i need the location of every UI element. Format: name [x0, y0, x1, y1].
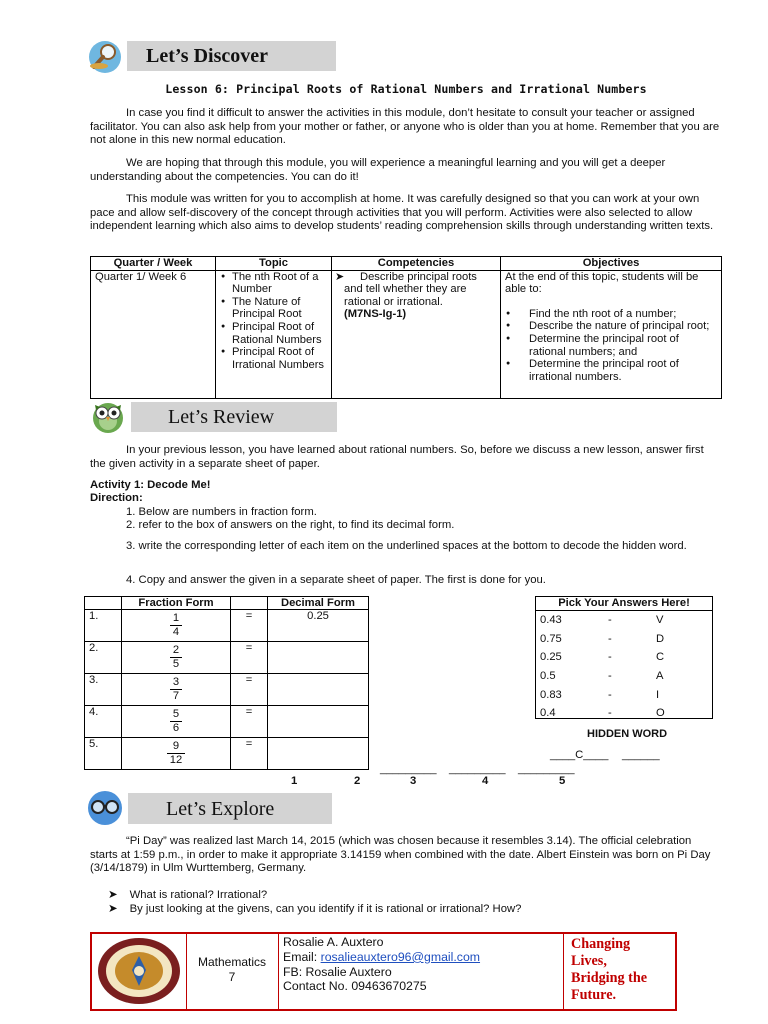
answer-value: 0.5	[540, 670, 556, 683]
answer-letter: I	[656, 688, 660, 701]
review-intro: In your previous lesson, you have learned about rational numbers. So, before we discuss a new lesson, answer first the given activity in a separate sheet of paper.	[90, 444, 704, 470]
slogan	[571, 936, 647, 1004]
header-quarter: Quarter / Week	[91, 257, 216, 271]
competency-cell	[332, 270, 501, 398]
header-topic: Topic	[216, 257, 332, 271]
email-line	[283, 950, 480, 965]
answer-row	[536, 667, 712, 686]
objectives-cell	[501, 270, 722, 398]
answer-value: 0.75	[540, 632, 562, 645]
fraction-cell	[122, 706, 231, 738]
grade-level: 7	[228, 970, 236, 984]
equals-sign: =	[231, 674, 268, 706]
direction-item: 1. Below are numbers in fraction form.	[126, 506, 317, 518]
explore-paragraph: “Pi Day” was realized last March 14, 2015 (which was chosen because it resembles 3.14). The official celebration starts at 1:59 p.m., in order to make it appropriate 3.14159 when combined with the date. Albert Einstein was born on Pi Day (3/14/1879) in Ulm Wurttemberg, Germany.	[90, 835, 711, 874]
item-number: 1.	[85, 610, 122, 642]
question-item	[108, 902, 521, 915]
equals-sign: =	[231, 642, 268, 674]
footer-divider	[563, 934, 564, 1009]
lets-discover-banner	[127, 41, 336, 71]
fraction-cell	[122, 674, 231, 706]
topic-item: ● The nth Root of a Number	[220, 271, 327, 296]
paragraph: This module was written for you to accomplish at home. It was carefully designed so that you can work at your own pace and allow self-discovery of the concept through activities that you will perform. Activities were also selected to allow independent learning which also aims to develop students’ reading comprehension skills through understanding written texts.	[90, 193, 714, 232]
hidden-word-label: HIDDEN WORD	[587, 728, 668, 740]
fraction-cell	[122, 738, 231, 770]
fraction-table	[84, 596, 369, 770]
slogan-line: Changing	[571, 936, 631, 952]
header-competencies: Competencies	[332, 257, 501, 271]
header-objectives: Objectives	[501, 257, 722, 271]
subject-label	[188, 955, 276, 985]
decimal-form-header: Decimal Form	[268, 597, 369, 610]
answer-value: 0.83	[540, 688, 562, 701]
denominator: 6	[172, 722, 180, 734]
equals-sign: =	[231, 610, 268, 642]
facebook-line: FB: Rosalie Auxtero	[283, 964, 392, 979]
answer-value: 0.4	[540, 707, 556, 720]
footer-divider	[278, 934, 279, 1009]
answer-row	[536, 685, 712, 704]
contact-line: Contact No. 09463670275	[283, 979, 427, 994]
direction-item: 3. write the corresponding letter of each item on the underlined spaces at the bottom to decode the hidden word.	[126, 540, 687, 552]
eq-header	[231, 597, 268, 610]
table-row	[85, 642, 369, 674]
hidden-word-blank-4: _________	[449, 763, 506, 775]
decimal-cell	[268, 706, 369, 738]
item-number: 5.	[85, 738, 122, 770]
denominator: 12	[169, 754, 183, 766]
answer-row	[536, 704, 712, 723]
blank-number: 1	[291, 775, 298, 787]
answer-dash: -	[608, 632, 612, 645]
item-number: 4.	[85, 706, 122, 738]
hidden-word-blank-2: ______	[622, 749, 660, 761]
answer-row	[536, 648, 712, 667]
direction-label: Direction:	[90, 492, 143, 504]
topic-cell	[216, 270, 332, 398]
fraction-cell	[122, 642, 231, 674]
arrow-bullet-icon: ➤	[335, 270, 345, 283]
fraction-cell	[122, 610, 231, 642]
competency-text: Describe principal roots and tell whether they are rational or irrational.	[344, 270, 477, 308]
objective-item: ● Find the nth root of a number;	[505, 308, 717, 321]
answer-letter: O	[656, 707, 665, 720]
objective-item: ● Describe the nature of principal root;	[505, 320, 717, 333]
item-number: 2.	[85, 642, 122, 674]
denominator: 7	[172, 690, 180, 702]
answer-dash: -	[608, 651, 612, 664]
blank-number: 2	[354, 775, 361, 787]
answer-dash: -	[608, 688, 612, 701]
hidden-word-blank-5: _________	[518, 763, 575, 775]
blank-number: 5	[559, 775, 566, 787]
blank-number: 4	[482, 775, 489, 787]
denominator: 4	[172, 626, 180, 638]
competency-code: (M7NS-Ig-1)	[344, 308, 407, 321]
table-row	[85, 706, 369, 738]
answer-letter: V	[656, 614, 664, 627]
objectives-table	[90, 256, 722, 399]
lets-explore-title: Let’s Explore	[166, 798, 275, 820]
hidden-word-blank-3: _________	[380, 763, 437, 775]
owl-icon	[90, 398, 126, 434]
answer-dash: -	[608, 707, 612, 720]
answer-dash: -	[608, 614, 612, 627]
fraction-no-header	[85, 597, 122, 610]
lets-review-title: Let’s Review	[168, 406, 275, 428]
slogan-line: Lives,	[571, 953, 607, 969]
objective-item: ● Determine the principal root of rational numbers; and	[505, 333, 717, 358]
quarter-cell: Quarter 1/ Week 6	[91, 270, 216, 398]
school-seal-logo	[96, 936, 182, 1006]
answer-letter: A	[656, 670, 664, 683]
slogan-line: Future.	[571, 987, 617, 1003]
paragraph: We are hoping that through this module, you will experience a meaningful learning and you will get a deeper understanding about the competencies. You can do it!	[90, 157, 666, 183]
answer-value: 0.25	[540, 651, 562, 664]
lesson-title: Lesson 6: Principal Roots of Rational Numbers and Irrational Numbers	[165, 82, 647, 96]
activity-title: Activity 1: Decode Me!	[90, 479, 211, 491]
numerator: 9	[167, 740, 185, 754]
equals-sign: =	[231, 738, 268, 770]
glasses-icon	[86, 790, 124, 826]
table-row	[85, 738, 369, 770]
hidden-word-blank-1: ____C____	[550, 749, 609, 761]
lets-explore-banner	[128, 793, 332, 824]
numerator: 2	[170, 644, 182, 658]
answer-letter: D	[656, 632, 665, 645]
decimal-cell	[268, 674, 369, 706]
arrow-bullet-icon: ➤	[108, 903, 118, 915]
table-row	[85, 674, 369, 706]
answer-row	[536, 630, 712, 649]
equals-sign: =	[231, 706, 268, 738]
question-item	[108, 888, 267, 901]
blank-number: 3	[410, 775, 417, 787]
denominator: 5	[172, 658, 180, 670]
answer-value: 0.43	[540, 614, 562, 627]
subject-name: Mathematics	[197, 955, 267, 969]
answers-box-title: Pick Your Answers Here!	[536, 597, 712, 611]
answer-dash: -	[608, 670, 612, 683]
arrow-bullet-icon: ➤	[108, 889, 118, 901]
magnifier-icon	[88, 40, 124, 74]
direction-item: 2. refer to the box of answers on the right, to find its decimal form.	[126, 519, 455, 531]
email-link[interactable]: rosalieauxtero96@gmail.com	[320, 949, 481, 964]
decimal-cell	[268, 738, 369, 770]
paragraph: In case you find it difficult to answer the activities in this module, don’t hesitate to consult your teacher or assigned facilitator. You can also ask help from your mother or father, or anyone who is older than you at home. Remember that you are not alone in this new normal education.	[90, 107, 720, 146]
numerator: 3	[170, 676, 182, 690]
email-label: Email:	[283, 949, 321, 964]
answer-letter: C	[656, 651, 665, 664]
topic-item: ● Principal Root of Irrational Numbers	[220, 346, 327, 371]
answers-box	[535, 596, 713, 719]
numerator: 5	[170, 708, 182, 722]
decimal-cell: 0.25	[268, 610, 369, 642]
decimal-cell	[268, 642, 369, 674]
author-name: Rosalie A. Auxtero	[283, 935, 384, 949]
direction-item: 4. Copy and answer the given in a separate sheet of paper. The first is done for you.	[126, 574, 546, 586]
numerator: 1	[170, 612, 182, 626]
objectives-intro: At the end of this topic, students will be able to:	[505, 270, 699, 296]
topic-item: ● The Nature of Principal Root	[220, 296, 327, 321]
lets-review-banner	[131, 402, 337, 432]
slogan-line: Bridging the	[571, 970, 648, 986]
author-info	[283, 935, 480, 994]
objective-item: ● Determine the principal root of irrational numbers.	[505, 358, 717, 383]
item-number: 3.	[85, 674, 122, 706]
fraction-form-header: Fraction Form	[122, 597, 231, 610]
table-row	[85, 610, 369, 642]
question-text: By just looking at the givens, can you identify if it is rational or irrational? How?	[129, 903, 522, 915]
answer-row	[536, 611, 712, 630]
lets-discover-title: Let’s Discover	[146, 45, 268, 67]
topic-item: ● Principal Root of Rational Numbers	[220, 321, 327, 346]
footer-divider	[186, 934, 187, 1009]
question-text: What is rational? Irrational?	[129, 889, 268, 901]
